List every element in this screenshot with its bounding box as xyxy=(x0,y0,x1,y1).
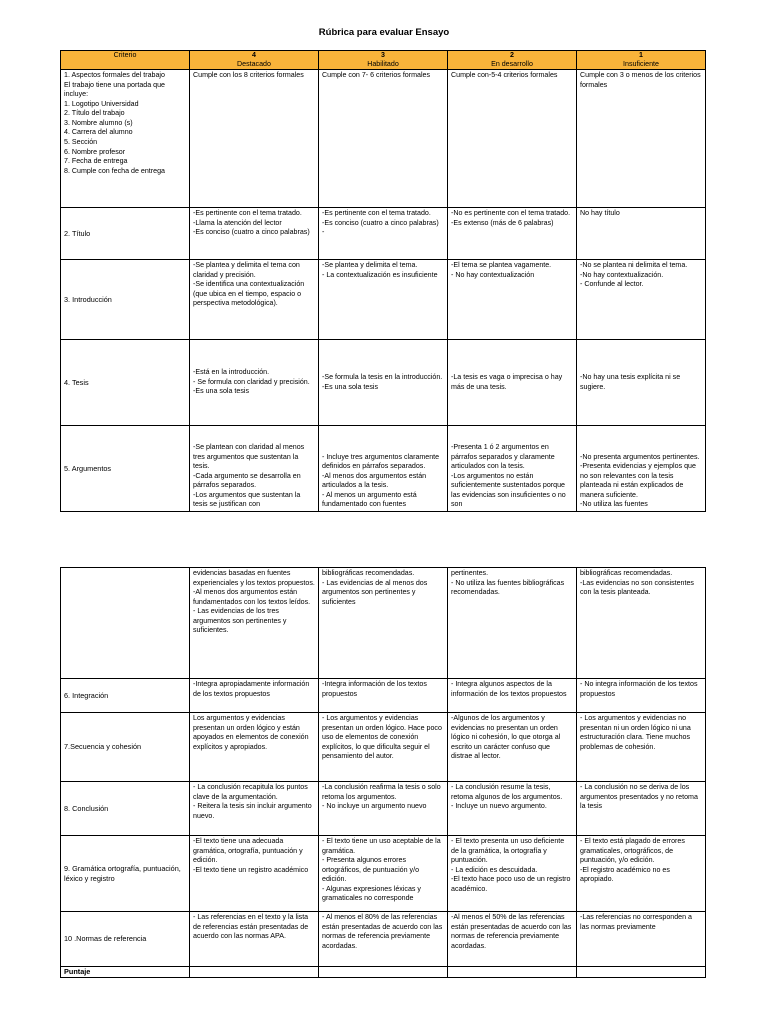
cell-line: evidencias basadas en fuentes experienciales y los textos propuestos. xyxy=(193,569,315,587)
table-row xyxy=(61,912,706,967)
cell-line: - El texto tiene un uso aceptable de la gramática. xyxy=(322,837,441,855)
level-3-cell xyxy=(319,260,448,340)
cell-line: - La edición es descuidada. xyxy=(451,865,538,874)
cell-line: - No integra información de los textos propuestos xyxy=(580,680,698,698)
cell-line: -No utiliza las fuentes xyxy=(580,500,648,509)
table-row xyxy=(61,340,706,426)
table-row xyxy=(61,967,706,978)
level-1-cell xyxy=(577,260,706,340)
cell-line: -Los argumentos no están suficientemente sustentados porque las evidencias son insuficientes o no son xyxy=(451,471,566,509)
document-title: Rúbrica para evaluar Ensayo xyxy=(318,27,450,38)
header-level-1: 1 Insuficiente xyxy=(577,51,706,70)
criterion-cell xyxy=(61,208,190,260)
cell-line: (que ubica en el tiempo, espacio o perspectiva metodológica). xyxy=(193,289,302,308)
cell-line: -Algunos de los argumentos y evidencias no presentan un orden lógico ni cohesión, lo que otorga al escrito un carácter confuso que distrae al lector. xyxy=(451,714,561,761)
rubric-table-part-2 xyxy=(60,567,706,978)
cell-line: 9. Gramática ortografía, puntuación, léxico y registro xyxy=(64,863,181,883)
cell-line: 1. Aspectos formales del trabajo xyxy=(64,71,165,79)
level-1-cell xyxy=(577,713,706,782)
criterion-cell xyxy=(61,568,190,679)
table-row xyxy=(61,782,706,836)
cell-line: - Integra algunos aspectos de la información de los textos propuestos xyxy=(451,680,567,698)
level-3-cell xyxy=(319,70,448,208)
level-4-cell xyxy=(190,340,319,426)
cell-line: -Se plantea y delimita el tema. xyxy=(322,261,418,269)
level-2-cell xyxy=(448,340,577,426)
level-3-cell xyxy=(319,208,448,260)
level-1-cell xyxy=(577,208,706,260)
level-2-cell xyxy=(448,208,577,260)
level-3-cell xyxy=(319,713,448,782)
cell-line: 5. Argumentos xyxy=(64,463,112,473)
cell-line: -Se plantea y delimita el tema con claridad y precisión. xyxy=(193,261,300,279)
cell-line: -Es una sola tesis xyxy=(322,382,378,391)
cell-line: - No utiliza las fuentes bibliográficas recomendadas. xyxy=(451,578,565,597)
criterion-cell xyxy=(61,260,190,340)
level-4-cell xyxy=(190,208,319,260)
cell-line: -Los argumentos que sustentan la tesis se justifican con xyxy=(193,490,301,509)
cell-line: -No presenta argumentos pertinentes. xyxy=(580,452,700,461)
table-row xyxy=(61,679,706,713)
cell-line: 8. Conclusión xyxy=(64,803,109,813)
cell-line: 3. Introducción xyxy=(64,294,112,304)
cell-line: 7.Secuencia y cohesión xyxy=(64,742,142,752)
level-2-cell xyxy=(448,912,577,967)
cell-line: 4. Tesis xyxy=(64,377,89,387)
level-3-cell xyxy=(319,836,448,912)
cell-line: -La tesis es vaga o imprecisa o hay más de una tesis. xyxy=(451,372,563,391)
level-3-cell xyxy=(319,679,448,713)
cell-line: 5. Sección xyxy=(64,137,98,146)
header-level-2: 2 En desarrollo xyxy=(448,51,577,70)
cell-line: -La conclusión reafirma la tesis o solo retoma los argumentos. xyxy=(322,783,441,801)
cell-line: -Integra apropiadamente información de los textos propuestos xyxy=(193,680,310,698)
level-3-cell xyxy=(319,340,448,426)
level-2-cell xyxy=(448,426,577,512)
criterion-cell xyxy=(61,679,190,713)
cell-line: -Se formula la tesis en la introducción. xyxy=(322,372,443,381)
cell-line: -Al menos dos argumentos están fundamentados con los textos leídos. xyxy=(193,588,311,606)
cell-line: - Incluye un nuevo argumento. xyxy=(451,802,547,811)
cell-line: -Al menos el 50% de las referencias están presentadas de acuerdo con las normas de referencia previamente acordadas. xyxy=(451,913,572,950)
level-2-cell xyxy=(448,70,577,208)
table-row xyxy=(61,568,706,679)
level-2-cell xyxy=(448,967,577,978)
level-2-cell xyxy=(448,782,577,836)
level-4-cell xyxy=(190,713,319,782)
cell-line: -Es una sola tesis xyxy=(193,387,249,396)
cell-line: - No incluye un argumento nuevo xyxy=(322,802,427,811)
cell-line: - Confunde al lector. xyxy=(580,280,644,289)
level-2-cell xyxy=(448,713,577,782)
cell-line: 2. Título del trabajo xyxy=(64,109,125,118)
cell-line: 6. Integración xyxy=(64,690,109,700)
cell-line: -El texto tiene una adecuada gramática, ortografía, puntuación y edición. xyxy=(193,837,303,865)
level-4-cell xyxy=(190,260,319,340)
cell-line: -Es pertinente con el tema tratado. xyxy=(193,209,302,217)
cell-line: - Los argumentos y evidencias presentan un orden lógico. Hace poco uso de elementos de conexión explícitos, lo que dificulta seguir el pensamiento del autor. xyxy=(322,714,442,761)
cell-line: - Al menos el 80% de las referencias están presentadas de acuerdo con las normas de referencia previamente acordadas. xyxy=(322,913,443,950)
cell-line: 2. Título xyxy=(64,228,91,238)
level-1-cell xyxy=(577,836,706,912)
cell-line: - Las evidencias de los tres argumentos son pertinentes y suficientes. xyxy=(193,607,287,635)
level-4-cell xyxy=(190,836,319,912)
level-4-cell xyxy=(190,568,319,679)
header-row xyxy=(61,51,706,70)
cell-line: bibliográficas recomendadas. xyxy=(322,569,415,577)
cell-line: 10 .Normas de referencia xyxy=(64,934,147,944)
level-1-cell xyxy=(577,912,706,967)
cell-line: -El tema se plantea vagamente. xyxy=(451,261,552,269)
cell-line: 8. Cumple con fecha de entrega xyxy=(64,166,165,175)
criterion-cell xyxy=(61,70,190,208)
criterion-cell xyxy=(61,967,190,978)
table-row xyxy=(61,70,706,208)
cell-line: - La conclusión recapitula los puntos clave de la argumentación. xyxy=(193,783,308,801)
cell-line: -Se plantean con claridad al menos tres argumentos que sustentan la tesis. xyxy=(193,443,305,471)
criterion-cell xyxy=(61,713,190,782)
cell-line: -No hay contextualización. xyxy=(580,270,664,279)
cell-line: 1. Logotipo Universidad xyxy=(64,99,139,108)
cell-line: - El texto presenta un uso deficiente de la gramática, la ortografía y puntuación. xyxy=(451,837,565,865)
cell-line: -Es conciso (cuatro a cinco palabras) xyxy=(322,218,439,227)
level-3-cell xyxy=(319,568,448,679)
cell-line: - xyxy=(322,228,325,237)
level-3-cell xyxy=(319,912,448,967)
level-3-cell xyxy=(319,782,448,836)
cell-line: -Llama la atención del lector xyxy=(193,218,282,227)
level-2-cell xyxy=(448,260,577,340)
criterion-cell xyxy=(61,782,190,836)
cell-line: - Las referencias en el texto y la lista de referencias están presentadas de acuerdo con las normas APA. xyxy=(193,913,309,941)
cell-line: No hay título xyxy=(580,209,620,217)
level-1-cell xyxy=(577,70,706,208)
level-1-cell xyxy=(577,340,706,426)
level-1-cell xyxy=(577,568,706,679)
cell-line: Cumple con 7- 6 criterios formales xyxy=(322,71,431,79)
level-4-cell xyxy=(190,426,319,512)
level-4-cell xyxy=(190,967,319,978)
table-row xyxy=(61,836,706,912)
level-4-cell xyxy=(190,782,319,836)
level-1-cell xyxy=(577,679,706,713)
criterion-cell xyxy=(61,836,190,912)
cell-line: - La conclusión no se deriva de los argumentos presentados y no retoma la tesis xyxy=(580,783,698,811)
cell-line: -Es extenso (más de 6 palabras) xyxy=(451,218,554,227)
cell-line: -Presenta 1 ó 2 argumentos en párrafos separados y claramente articulados con la tesis. xyxy=(451,443,555,471)
level-2-cell xyxy=(448,679,577,713)
cell-line: -Integra información de los textos propuestos xyxy=(322,680,427,698)
table-row xyxy=(61,713,706,782)
cell-line: -Las referencias no corresponden a las normas previamente xyxy=(580,913,692,931)
level-2-cell xyxy=(448,568,577,679)
level-4-cell xyxy=(190,912,319,967)
cell-line: - Presenta algunos errores ortográficos, de puntuación y/o edición. xyxy=(322,856,420,884)
level-1-cell xyxy=(577,782,706,836)
header-criterio: Criterio xyxy=(61,51,190,70)
criterion-cell xyxy=(61,912,190,967)
cell-line: -Es conciso (cuatro a cinco palabras) xyxy=(193,228,310,237)
level-4-cell xyxy=(190,679,319,713)
cell-line: 6. Nombre profesor xyxy=(64,147,126,156)
cell-line: -El texto hace poco uso de un registro académico. xyxy=(451,875,571,893)
cell-line: - No hay contextualización xyxy=(451,270,535,279)
table-row xyxy=(61,208,706,260)
criterion-cell xyxy=(61,426,190,512)
level-3-cell xyxy=(319,967,448,978)
level-1-cell xyxy=(577,967,706,978)
cell-line: -Cada argumento se desarrolla en párrafos separados. xyxy=(193,471,301,490)
cell-line: Puntaje xyxy=(64,967,91,976)
cell-line: bibliográficas recomendadas. xyxy=(580,569,673,577)
cell-line: 7. Fecha de entrega xyxy=(64,157,128,166)
cell-line: -Presenta evidencias y ejemplos que no son relevantes con la tesis planteada ni están explicados de manera suficiente. xyxy=(580,462,696,499)
cell-line: -El registro académico no es apropiado. xyxy=(580,865,670,884)
cell-line: - La conclusión resume la tesis, retoma algunos de los argumentos. xyxy=(451,783,563,801)
level-4-cell xyxy=(190,70,319,208)
cell-line: Cumple con-5-4 criterios formales xyxy=(451,71,558,79)
cell-line: -No se plantea ni delimita el tema. xyxy=(580,261,688,269)
cell-line: Los argumentos y evidencias presentan un orden lógico y están apoyados en elementos de conexión explícitos y apropiados. xyxy=(193,714,309,751)
cell-line: - Los argumentos y evidencias no presentan ni un orden lógico ni una estructuración clara. Tiene muchos problemas de cohesión. xyxy=(580,714,691,751)
cell-line: -Al menos dos argumentos están articulados a la tesis. xyxy=(322,471,427,490)
cell-line: - Reitera la tesis sin incluir argumento nuevo. xyxy=(193,802,312,820)
cell-line: - Incluye tres argumentos claramente definidos en párrafos separados. xyxy=(322,452,440,471)
cell-line: Cumple con 3 o menos de los criterios formales xyxy=(580,71,701,89)
cell-line: Cumple con los 8 criterios formales xyxy=(193,71,304,79)
cell-line: -No hay una tesis explícita ni se sugiere. xyxy=(580,372,681,391)
cell-line: pertinentes. xyxy=(451,569,489,577)
level-3-cell xyxy=(319,426,448,512)
level-1-cell xyxy=(577,426,706,512)
criterion-cell xyxy=(61,340,190,426)
cell-line: -No es pertinente con el tema tratado. xyxy=(451,209,571,217)
cell-line: - El texto está plagado de errores gramaticales, ortográficos, de puntuación, y/o edición. xyxy=(580,837,685,865)
cell-line: -Se identifica una contextualización xyxy=(193,280,305,289)
cell-line: - Al menos un argumento está fundamentado con fuentes xyxy=(322,490,417,509)
header-level-3: 3 Habilitado xyxy=(319,51,448,70)
cell-line: 4. Carrera del alumno xyxy=(64,128,133,137)
table-row xyxy=(61,260,706,340)
header-level-4: 4 Destacado xyxy=(190,51,319,70)
level-2-cell xyxy=(448,836,577,912)
table-row xyxy=(61,426,706,512)
cell-line: - Las evidencias de al menos dos argumentos son pertinentes y suficientes xyxy=(322,578,428,606)
rubric-table-part-1 xyxy=(60,50,706,512)
cell-line: 3. Nombre alumno (s) xyxy=(64,118,133,127)
cell-line: -Es pertinente con el tema tratado. xyxy=(322,209,431,217)
cell-line: - Algunas expresiones léxicas y gramaticales no corresponde xyxy=(322,884,421,903)
cell-line: -Las evidencias no son consistentes con la tesis planteada. xyxy=(580,578,694,597)
cell-line: - Se formula con claridad y precisión. xyxy=(193,377,310,386)
cell-line: El trabajo tiene una portada que incluye: xyxy=(64,80,165,99)
cell-line: - La contextualización es insuficiente xyxy=(322,270,438,279)
cell-line: -El texto tiene un registro académico xyxy=(193,865,309,874)
cell-line: -Está en la introducción. xyxy=(193,368,270,377)
